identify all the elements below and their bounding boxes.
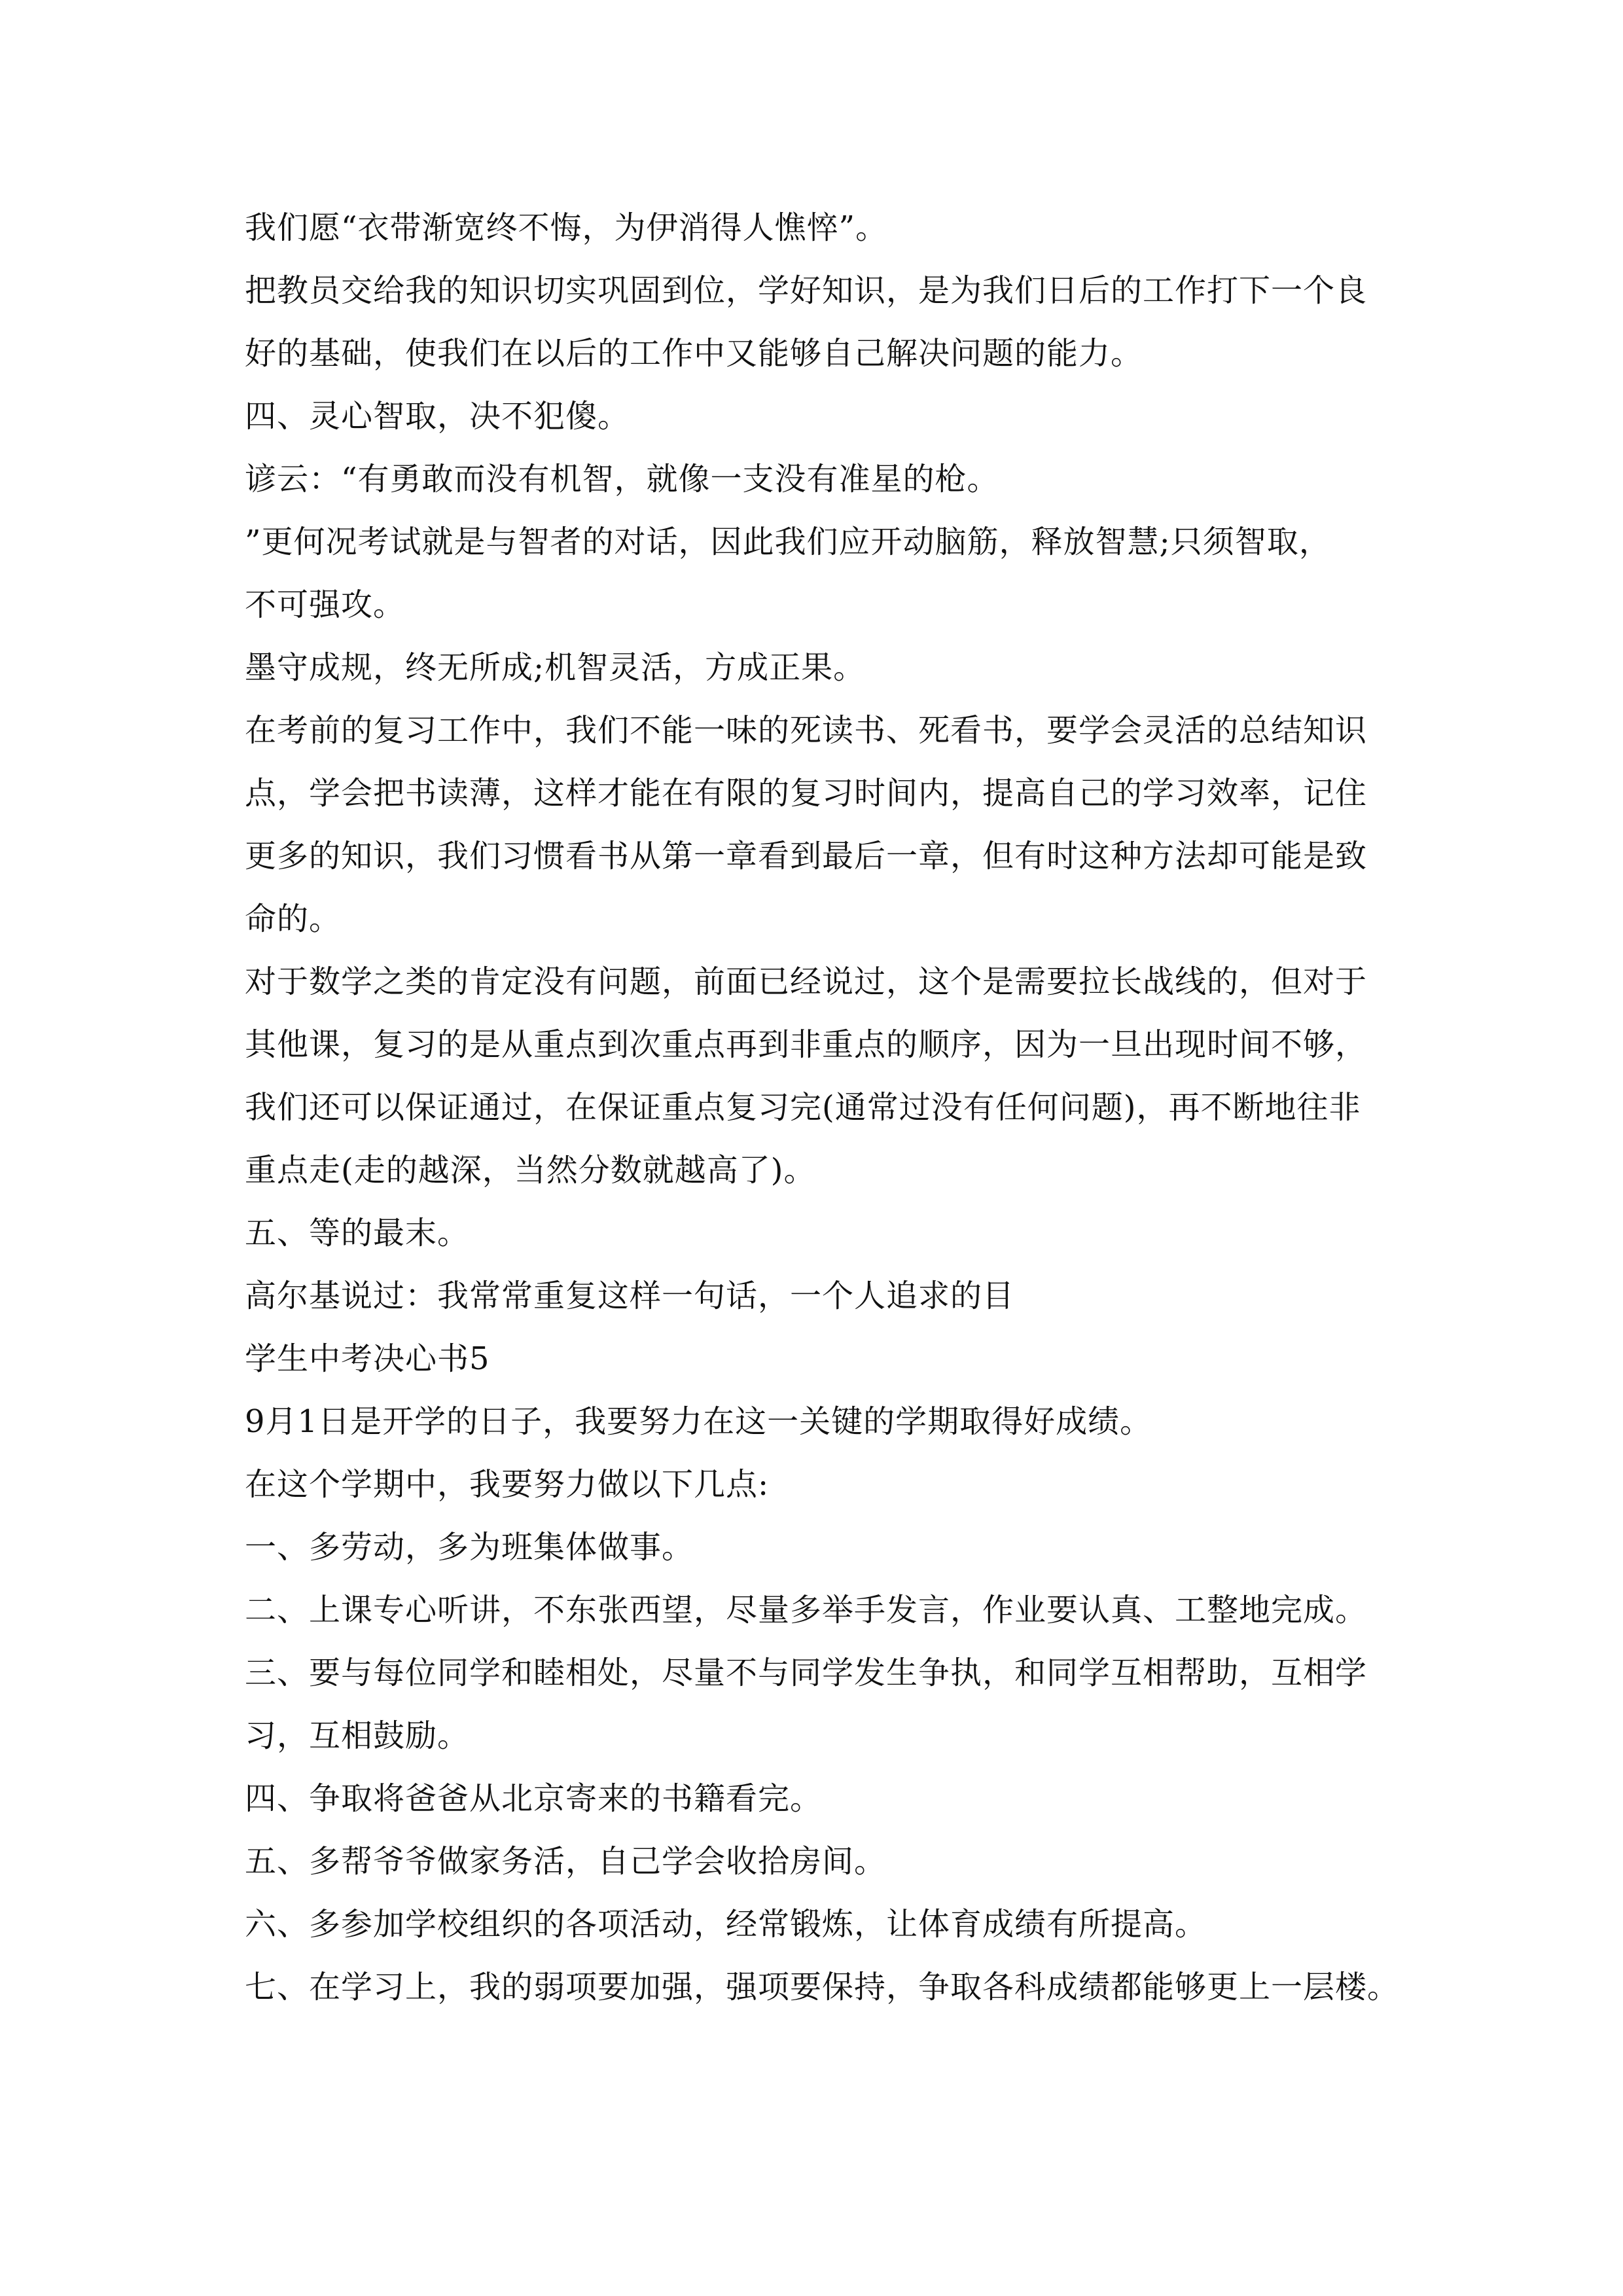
document-body <box>245 196 1400 2018</box>
text-line: 命的。 <box>245 901 342 937</box>
text-line: 墨守成规，终无所成;机智灵活，方成正果。 <box>245 649 866 686</box>
text-line: 9月1日是开学的日子，我要努力在这一关键的学期取得好成绩。 <box>245 1403 1152 1440</box>
list-item: 五、多帮爷爷做家务活，自己学会收拾房间。 <box>245 1843 887 1880</box>
text-line: 我们愿“衣带渐宽终不悔，为伊消得人憔悴”。 <box>245 209 888 246</box>
list-item: 一、多劳动，多为班集体做事。 <box>245 1529 694 1566</box>
text-line: 在考前的复习工作中，我们不能一味的死读书、死看书，要学会灵活的总结知识 <box>245 712 1368 749</box>
list-item: 二、上课专心听讲，不东张西望，尽量多举手发言，作业要认真、工整地完成。 <box>245 1592 1368 1628</box>
text-line: 我们还可以保证通过，在保证重点复习完(通常过没有任何问题)，再不断地往非 <box>245 1089 1361 1126</box>
text-line: 高尔基说过：我常常重复这样一句话，一个人追求的目 <box>245 1278 1015 1314</box>
list-item-continuation: 习，互相鼓励。 <box>245 1717 470 1754</box>
text-line: 点，学会把书读薄，这样才能在有限的复习时间内，提高自己的学习效率，记住 <box>245 775 1368 812</box>
text-line: 把教员交给我的知识切实巩固到位，学好知识，是为我们日后的工作打下一个良 <box>245 272 1368 309</box>
text-line: 不可强攻。 <box>245 586 406 623</box>
text-line: 重点走(走的越深，当然分数就越高了)。 <box>245 1152 816 1189</box>
text-line: 好的基础，使我们在以后的工作中又能够自己解决问题的能力。 <box>245 335 1143 372</box>
list-item: 七、在学习上，我的弱项要加强，强项要保持，争取各科成绩都能够更上一层楼。 <box>245 1969 1400 2005</box>
document-title: 学生中考决心书5 <box>245 1340 490 1377</box>
text-line: 在这个学期中，我要努力做以下几点: <box>245 1466 770 1503</box>
list-item: 四、争取将爸爸从北京寄来的书籍看完。 <box>245 1780 823 1817</box>
list-item: 三、要与每位同学和睦相处，尽量不与同学发生争执，和同学互相帮助，互相学 <box>245 1655 1368 1691</box>
text-line: 更多的知识，我们习惯看书从第一章看到最后一章，但有时这种方法却可能是致 <box>245 838 1368 874</box>
section-heading: 五、等的最末。 <box>245 1215 470 1251</box>
text-line: 谚云：“有勇敢而没有机智，就像一支没有准星的枪。 <box>245 461 999 497</box>
section-heading: 四、灵心智取，决不犯傻。 <box>245 398 630 435</box>
text-line: ”更何况考试就是与智者的对话，因此我们应开动脑筋，释放智慧;只须智取， <box>245 524 1331 560</box>
text-line: 其他课，复习的是从重点到次重点再到非重点的顺序，因为一旦出现时间不够， <box>245 1026 1368 1063</box>
list-item: 六、多参加学校组织的各项活动，经常锻炼，让体育成绩有所提高。 <box>245 1906 1207 1943</box>
text-line: 对于数学之类的肯定没有问题，前面已经说过，这个是需要拉长战线的，但对于 <box>245 963 1368 1000</box>
